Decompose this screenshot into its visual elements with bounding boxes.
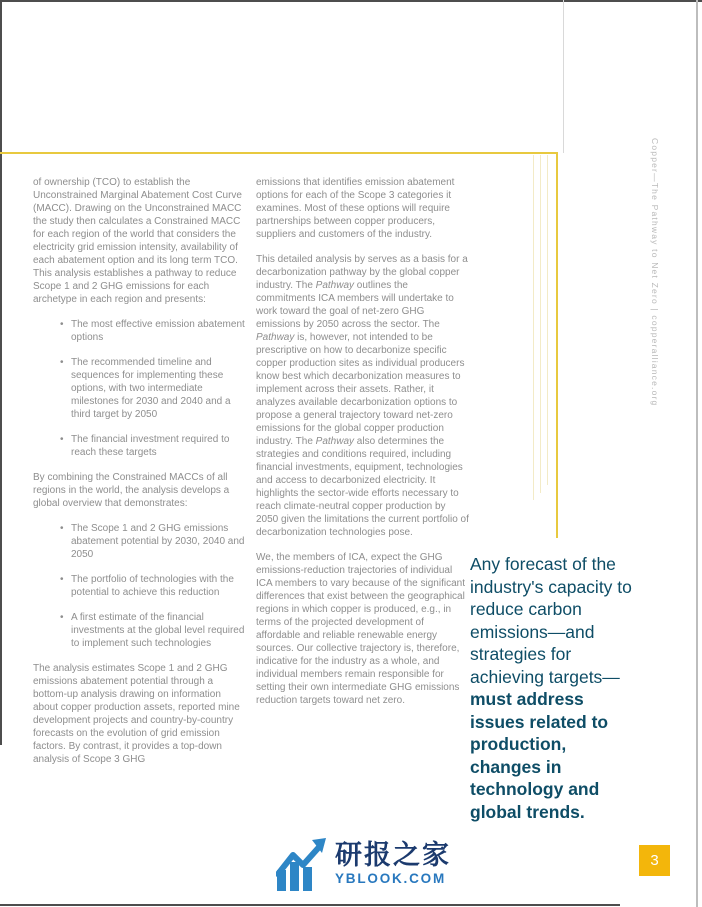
list-item: • The financial investment required to reach these targets (60, 433, 247, 459)
page-number-badge (639, 845, 670, 876)
italic-term: Pathway (256, 332, 295, 343)
pull-quote (470, 553, 640, 823)
decorative-line (533, 155, 534, 500)
list-item: • The most effective emission abatement options (60, 318, 247, 344)
text-segment: is, however, not intended to be prescriptive on how to decarbonize specific copper production sites as individual producers know best which decarbonization measures to implement across their assets. Rather, it analyzes available decarbonization options to propose a general trajectory toward net-zero emissions for the global copper production industry. The (256, 332, 465, 447)
watermark-title: 研报之家 (335, 840, 451, 871)
list-item: • The recommended timeline and sequences for implementing these options, with two intermediate milestones for 2030 and 2040 and a third target by 2050 (60, 356, 247, 421)
paragraph: emissions that identifies emission abatement options for each of the Scope 3 categories it examines. Most of these options will require partnerships between copper producers, suppliers and customers of the industry. (256, 177, 455, 240)
top-divider-line (563, 0, 564, 153)
page-edge-bottom (0, 904, 620, 906)
text-segment: outlines the commitments ICA members will undertake to work toward the goal of net-zero GHG emissions by 2050 across the sector. The (256, 280, 454, 330)
watermark-text (335, 841, 451, 887)
page-edge-left (0, 0, 2, 745)
paragraph: The analysis estimates Scope 1 and 2 GHG emissions abatement potential through a bottom-up analysis drawing on information about copper production assets, reported mine development projects and country-by-country forecasts on the evolution of grid emission factors. By contrast, it provides a top-down analysis of Scope 3 GHG (33, 663, 240, 765)
paragraph (256, 253, 470, 539)
decorative-line (547, 155, 548, 485)
text-segment: also determines the strategies and conditions required, including financial investments, equipment, technologies and access to decarbonized electricity. It highlights the sector-wide efforts necessary to reach climate-neutral copper production by 2050 given the limitations the current portfolio of decarbonization technologies pose. (256, 436, 469, 538)
paragraph: By combining the Constrained MACCs of all regions in the world, the analysis develops a global overview that demonstrates: (33, 472, 230, 509)
pull-quote-bold: must address issues related to production, changes in technology and global trends. (470, 689, 609, 822)
text-column-right (256, 176, 470, 719)
italic-term: Pathway (315, 436, 355, 447)
gold-vertical-rule (556, 152, 558, 538)
list-item: • A first estimate of the financial investments at the global level required to implement such technologies (60, 611, 247, 650)
page-edge-right (696, 0, 698, 907)
page-number: 3 (650, 852, 659, 869)
running-title-vertical: Copper—The Pathway to Net Zero | copperalliance.org (650, 138, 660, 407)
list-item: • The portfolio of technologies with the potential to achieve this reduction (60, 573, 247, 599)
pull-quote-regular: Any forecast of the industry's capacity to reduce carbon emissions—and strategies for achieving targets— (470, 554, 632, 687)
text-segment: This detailed analysis by serves as a basis for a decarbonization pathway by the global copper industry. The (256, 254, 468, 291)
paragraph: of ownership (TCO) to establish the Unconstrained Marginal Abatement Cost Curve (MACC). Drawing on the Unconstrained MACC the study then calculates a Constrained MACC for each region of the world that considers the electricity grid emission intensity, availability of each abatement option and its long term TCO. This analysis establishes a pathway to reduce Scope 1 and 2 GHG emissions for each archetype in each region and presents: (33, 177, 242, 305)
watermark-logo (276, 836, 451, 892)
trend-chart-icon (276, 836, 326, 892)
bullet-list (33, 318, 247, 459)
decorative-line (540, 155, 541, 493)
paragraph: We, the members of ICA, expect the GHG emissions-reduction trajectories of individual ICA members to vary because of the significant differences that exist between the geographical regions in which copper is produced, e.g., in terms of the projected development of affordable and reliable renewable energy sources. Our collective trajectory is, therefore, indicative for the industry as a whole, and individual members remain responsible for setting their own intermediate GHG emissions reduction targets toward net zero. (256, 552, 465, 706)
list-item: • The Scope 1 and 2 GHG emissions abatement potential by 2030, 2040 and 2050 (60, 522, 247, 561)
text-column-left (33, 176, 247, 778)
italic-term: Pathway (315, 280, 355, 291)
bullet-list (33, 522, 247, 650)
gold-horizontal-rule (0, 152, 557, 154)
watermark-subtitle: YBLOOK.COM (335, 871, 446, 886)
page-edge-top (0, 0, 702, 2)
